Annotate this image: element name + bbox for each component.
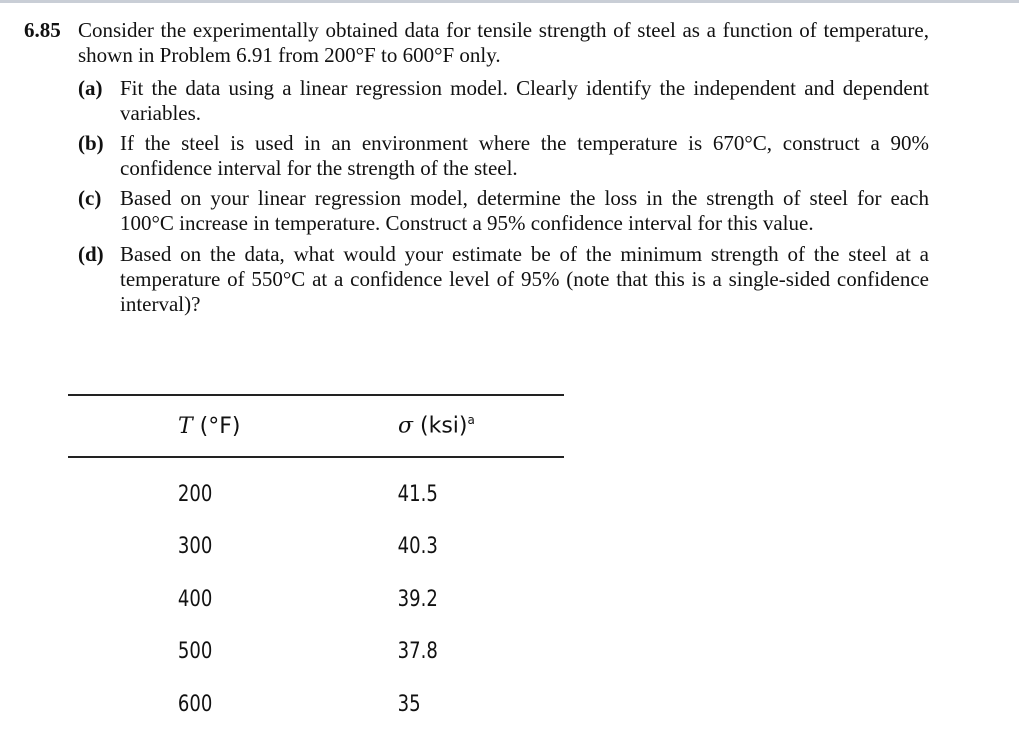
header-temperature [68, 414, 398, 439]
cell-temperature: 500 [177, 639, 213, 665]
part-label: (c) [78, 186, 102, 210]
part-label: (d) [78, 242, 104, 266]
data-table [68, 394, 564, 731]
table-header [68, 396, 564, 456]
top-border [0, 0, 1019, 3]
part-b [78, 131, 929, 181]
header-symbol-T: T [178, 413, 193, 439]
header-symbol-sigma: σ [398, 413, 414, 439]
cell-strength: 41.5 [397, 481, 438, 507]
cell-temperature: 300 [177, 534, 213, 560]
cell-temperature: 200 [177, 481, 213, 507]
table-header-rule [68, 456, 564, 458]
table-body [68, 468, 564, 731]
part-c [78, 186, 929, 236]
cell-strength: 35 [397, 691, 421, 717]
part-text: If the steel is used in an environment where the temperature is 670°C, construct a 90% confidence interval for the strength of the steel. [120, 131, 929, 180]
table-row [68, 626, 475, 679]
cell-temperature: 600 [177, 691, 213, 717]
part-d [78, 242, 929, 317]
part-text: Fit the data using a linear regression model. Clearly identify the independent and dependent variables. [120, 76, 929, 125]
problem-parts [78, 76, 929, 317]
problem-number: 6.85 [24, 18, 61, 42]
table-row [68, 573, 475, 626]
part-text: Based on your linear regression model, determine the loss in the strength of steel for each 100°C increase in temperature. Construct a 95% confidence interval for this value. [120, 186, 929, 235]
problem-statement: Consider the experimentally obtained data for tensile strength of steel as a function of temperature, shown in Problem 6.91 from 200°F to 600°F only. [78, 18, 929, 67]
part-text: Based on the data, what would your estimate be of the minimum strength of the steel at a temperature of 550°C at a confidence level of 95% (note that this is a single-sided confidence interval)? [120, 242, 929, 316]
problem-header [24, 18, 929, 68]
header-unit-ksi: (ksi) [413, 413, 468, 439]
table-row [68, 678, 475, 731]
header-strength [398, 413, 564, 438]
cell-strength: 37.8 [397, 639, 438, 665]
problem-block [24, 18, 929, 322]
part-label: (b) [78, 131, 104, 155]
header-unit-F: (°F) [192, 413, 241, 439]
cell-strength: 39.2 [397, 586, 438, 612]
table-row [68, 521, 475, 574]
part-a [78, 76, 929, 126]
part-label: (a) [78, 76, 103, 100]
table-row [68, 468, 475, 521]
cell-strength: 40.3 [397, 534, 438, 560]
header-footnote-mark: a [467, 413, 475, 428]
cell-temperature: 400 [177, 586, 213, 612]
